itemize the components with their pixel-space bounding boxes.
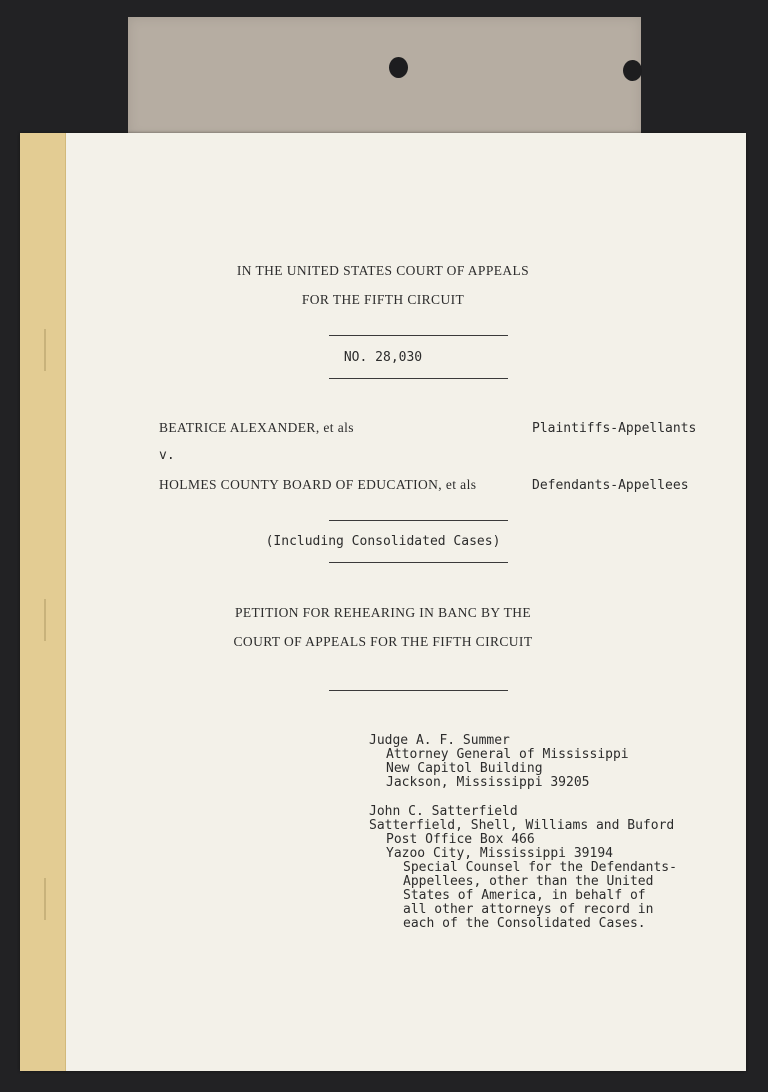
consolidated-cases-note: (Including Consolidated Cases): [265, 534, 501, 549]
petition-title-line-1: PETITION FOR REHEARING IN BANC BY THE: [234, 605, 532, 620]
cardboard-backing: [128, 17, 641, 137]
case-number: NO. 28,030: [343, 350, 423, 365]
staple: [44, 878, 46, 920]
document-page: [20, 133, 746, 1071]
counsel-2-role-line: Appellees, other than the United: [403, 874, 654, 889]
counsel-1-title: Attorney General of Mississippi: [386, 747, 629, 762]
binder-hole: [389, 57, 408, 78]
defendant-name: HOLMES COUNTY BOARD OF EDUCATION, et als: [159, 477, 477, 492]
counsel-2-firm: Satterfield, Shell, Williams and Buford: [369, 818, 675, 833]
divider-rule: [329, 690, 508, 691]
plaintiff-name: BEATRICE ALEXANDER, et als: [159, 420, 354, 435]
counsel-2-name: John C. Satterfield: [369, 804, 518, 819]
defendant-role: Defendants-Appellees: [532, 478, 689, 493]
versus-label: v.: [159, 448, 175, 463]
counsel-2-address-line: Post Office Box 466: [386, 832, 535, 847]
binder-hole: [623, 60, 642, 81]
counsel-2-role-line: Special Counsel for the Defendants-: [403, 860, 677, 875]
divider-rule: [329, 520, 508, 521]
counsel-1-name: Judge A. F. Summer: [369, 733, 510, 748]
counsel-2-role-line: each of the Consolidated Cases.: [403, 916, 646, 931]
divider-rule: [329, 378, 508, 379]
counsel-2-role-line: States of America, in behalf of: [403, 888, 646, 903]
counsel-2-role-line: all other attorneys of record in: [403, 902, 654, 917]
counsel-1-address-line: Jackson, Mississippi 39205: [386, 775, 590, 790]
petition-title-line-2: COURT OF APPEALS FOR THE FIFTH CIRCUIT: [233, 634, 533, 649]
divider-rule: [329, 562, 508, 563]
court-name-line-2: FOR THE FIFTH CIRCUIT: [301, 292, 465, 307]
plaintiff-role: Plaintiffs-Appellants: [532, 421, 697, 436]
counsel-2-address-line: Yazoo City, Mississippi 39194: [386, 846, 613, 861]
counsel-1-address-line: New Capitol Building: [386, 761, 543, 776]
court-name-line-1: IN THE UNITED STATES COURT OF APPEALS: [236, 263, 530, 278]
divider-rule: [329, 335, 508, 336]
